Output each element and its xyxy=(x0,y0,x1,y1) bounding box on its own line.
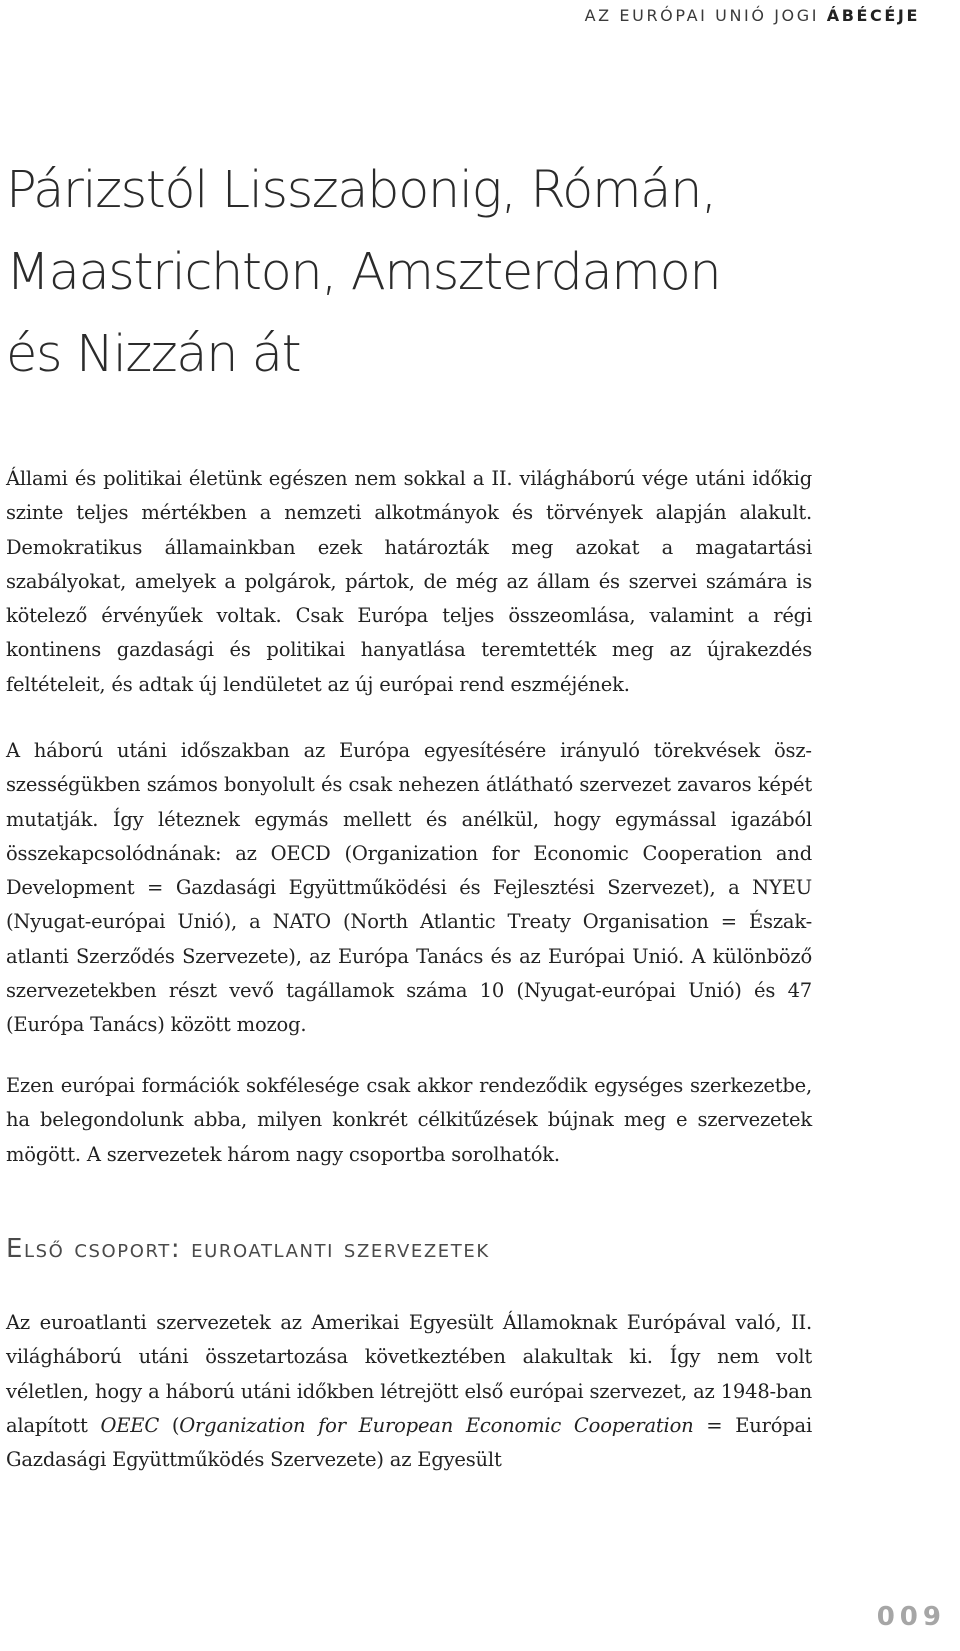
paragraph-4-text-3: = Európai Gazdasági Együttműködés Szervezete) az Egyesült xyxy=(6,1413,813,1472)
paragraph-4-italic-org-name: Organization for European Economic Cooperation xyxy=(179,1413,694,1437)
body-paragraph-2: A háború utáni időszakban az Európa egyesítésére irányuló törekvések öszszességükben számos bonyolult és csak nehezen átlátható szervezet zavaros képét mutatják. Így léteznek egymás mellett és anélkül, hogy egymással igazából összekapcsolódnának: az OECD (Organization for Economic Cooperation and Development = Gazdasági Együttműködési és Fejlesztési Szervezet), a NYEU (Nyugat-európai Unió), a NATO (North Atlantic Treaty Organisation = Észak-atlanti Szerződés Szervezete), az Európa Tanács és az Európai Unió. A különböző szervezetekben részt vevő tagállamok száma 10 (Nyugat-európai Unió) és 47 (Európa Tanács) között mozog. xyxy=(6,739,812,1037)
body-paragraph-4 xyxy=(6,1306,812,1477)
page-number: 009 xyxy=(876,1602,946,1632)
body-paragraph-1: Állami és politikai életünk egészen nem sokkal a II. világháború vége utáni időkig szinte teljes mértékben a nemzeti alkotmányok és törvények alapján alakult. Demokratikus államainkban ezek határozták meg azokat a magatartási szabályokat, amelyek a polgárok, pártok, de még az állam és szervei számára is kötelező érvényűek voltak. Csak Európa teljes összeomlása, valamint a régi kontinens gazdasági és politikai hanyatlása teremtették meg az újrakezdés feltételeit, és adtak új lendületet az új európai rend eszméjének. xyxy=(6,467,812,696)
running-head xyxy=(585,6,920,25)
body-paragraph-3: Ezen európai formációk sokfélesége csak akkor rendeződik egységes szerkezetbe, ha belegondolunk abba, milyen konkrét célkitűzések bújnak meg e szervezetek mögött. A szervezetek három nagy csoportba sorolhatók. xyxy=(6,1074,812,1166)
paragraph-4-text-1: Az euroatlanti szervezetek az Amerikai Egyesült Államoknak Európával való, II. világháború utáni összetartozása következtében alakultak ki. Így nem volt véletlen, hogy a háború utáni időkben létrejött első európai szervezet, az 1948-ban alapított xyxy=(6,1311,812,1437)
chapter-title-line-1: Párizstól Lisszabonig, Rómán, xyxy=(6,161,716,220)
chapter-title-line-2: Maastrichton, Amszterdamon xyxy=(6,243,721,302)
running-head-bold: ÁBÉCÉJE xyxy=(826,6,920,25)
paragraph-4-text-2: ( xyxy=(159,1413,180,1437)
chapter-title-line-3: és Nizzán át xyxy=(6,325,301,384)
running-head-light: AZ EURÓPAI UNIÓ JOGI xyxy=(584,6,820,25)
section-heading: Első csoport: euroatlanti szervezetek xyxy=(6,1234,490,1264)
paragraph-4-italic-oeec: OEEC xyxy=(100,1413,160,1437)
chapter-title xyxy=(6,150,906,396)
